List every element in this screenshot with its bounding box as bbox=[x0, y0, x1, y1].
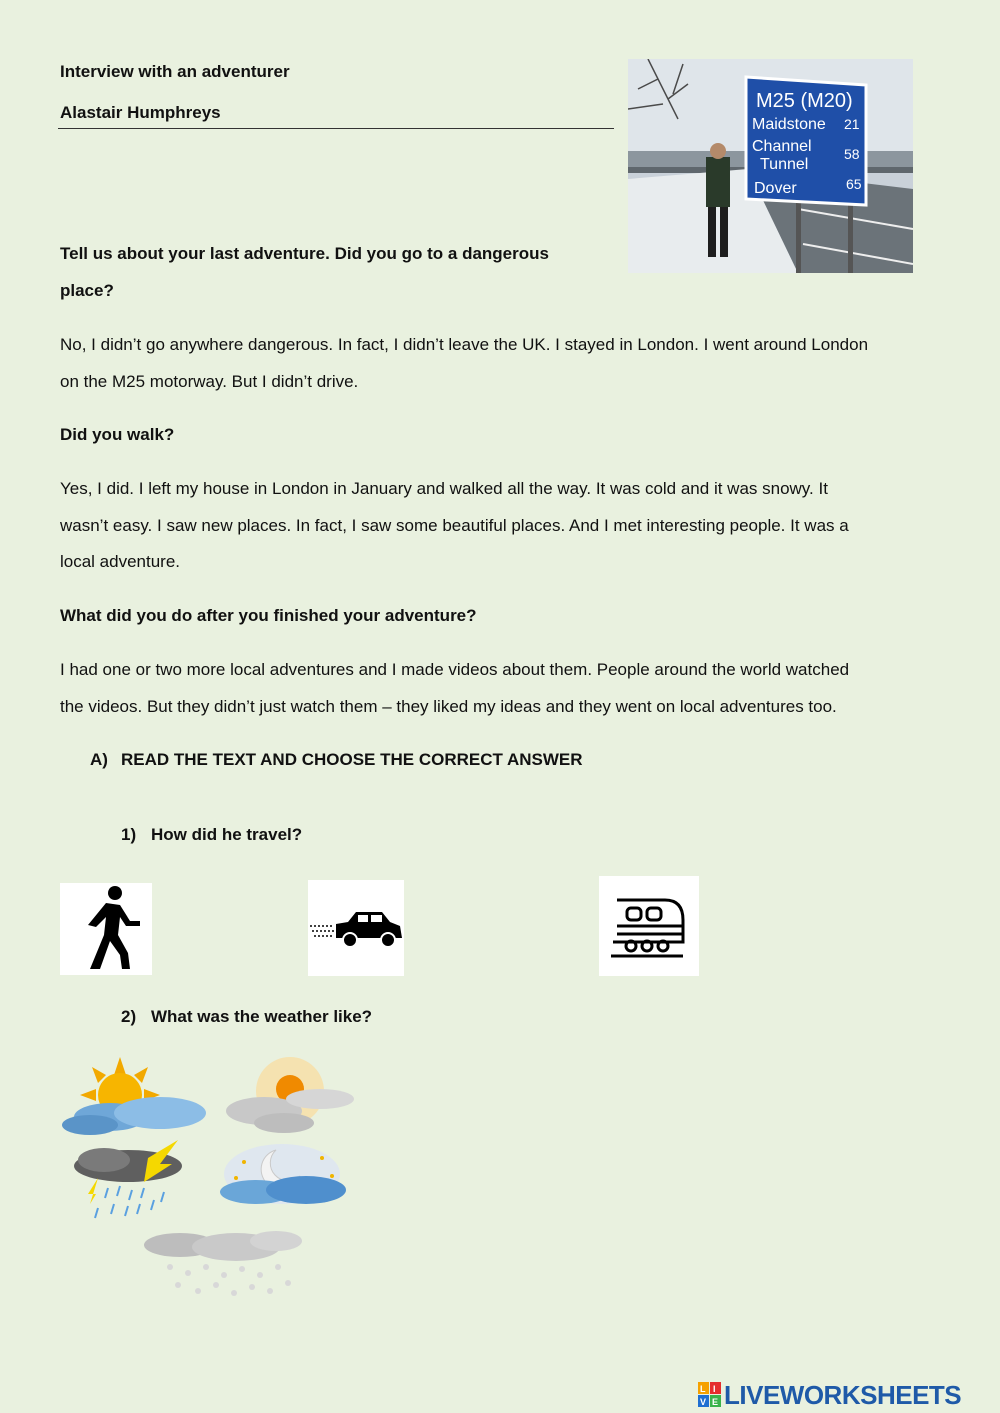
logo-badge-icon bbox=[698, 1382, 722, 1408]
walking-icon[interactable] bbox=[60, 883, 152, 975]
sign-miles-3: 58 bbox=[844, 146, 860, 162]
logo-text: LIVEWORKSHEETS bbox=[724, 1380, 962, 1410]
sign-miles-1: 21 bbox=[844, 116, 860, 132]
exercise-q1-number: 1) bbox=[121, 825, 137, 844]
svg-text:I: I bbox=[713, 1384, 716, 1394]
question-2: Did you walk? bbox=[60, 425, 175, 444]
question-1-line-1: Tell us about your last adventure. Did you go to a dangerous bbox=[60, 244, 549, 263]
car-icon[interactable] bbox=[308, 880, 404, 976]
answer-3-line-1: I had one or two more local adventures and I made videos about them. People around the world watched bbox=[60, 660, 850, 679]
author-name: Alastair Humphreys bbox=[60, 103, 221, 122]
sign-dest-1: Maidstone bbox=[752, 116, 826, 133]
answer-2 bbox=[60, 471, 950, 581]
worksheet-title: Interview with an adventurer bbox=[60, 62, 290, 81]
adventurer-photo bbox=[628, 59, 913, 273]
section-a-letter: A) bbox=[90, 750, 108, 769]
svg-text:E: E bbox=[712, 1397, 719, 1407]
snow-icon[interactable] bbox=[140, 1225, 304, 1305]
exercise-q2-number: 2) bbox=[121, 1007, 137, 1026]
answer-2-line-1: Yes, I did. I left my house in London in January and walked all the way. It was cold and it was snowy. It bbox=[60, 479, 828, 498]
answer-1-line-2: on the M25 motorway. But I didn’t drive. bbox=[60, 371, 359, 391]
question-3: What did you do after you finished your adventure? bbox=[60, 606, 477, 625]
answer-1-line-1: No, I didn’t go anywhere dangerous. In fact, I didn’t leave the UK. I stayed in London. I went around London bbox=[60, 335, 869, 354]
night-cloudy-icon[interactable] bbox=[216, 1140, 350, 1216]
answer-3-line-2: the videos. But they didn’t just watch them – they liked my ideas and they went on local adventures too. bbox=[60, 696, 837, 716]
section-a-title: READ THE TEXT AND CHOOSE THE CORRECT ANSWER bbox=[121, 750, 583, 769]
answer-1 bbox=[60, 327, 950, 400]
sunny-cloudy-icon[interactable] bbox=[60, 1055, 212, 1140]
storm-icon[interactable] bbox=[68, 1138, 192, 1228]
sign-dest-2: Channel bbox=[752, 138, 812, 155]
sign-road-text: M25 (M20) bbox=[756, 90, 853, 112]
svg-text:V: V bbox=[700, 1397, 707, 1407]
sign-dest-4: Dover bbox=[754, 180, 797, 197]
question-1-line-2: place? bbox=[60, 281, 114, 300]
exercise-q1-text: How did he travel? bbox=[151, 825, 303, 844]
partly-sunny-icon[interactable] bbox=[224, 1055, 356, 1137]
sign-dest-3: Tunnel bbox=[760, 156, 809, 173]
answer-3 bbox=[60, 652, 950, 725]
train-icon[interactable] bbox=[599, 876, 699, 976]
header-divider bbox=[58, 128, 614, 129]
sign-miles-4: 65 bbox=[846, 176, 862, 192]
exercise-q2-text: What was the weather like? bbox=[151, 1007, 373, 1026]
svg-text:L: L bbox=[700, 1384, 706, 1394]
answer-2-line-2: wasn’t easy. I saw new places. In fact, I saw some beautiful places. And I met interesting people. It was a bbox=[60, 515, 849, 535]
answer-2-line-3: local adventure. bbox=[60, 552, 181, 571]
liveworksheets-logo bbox=[698, 1380, 994, 1410]
